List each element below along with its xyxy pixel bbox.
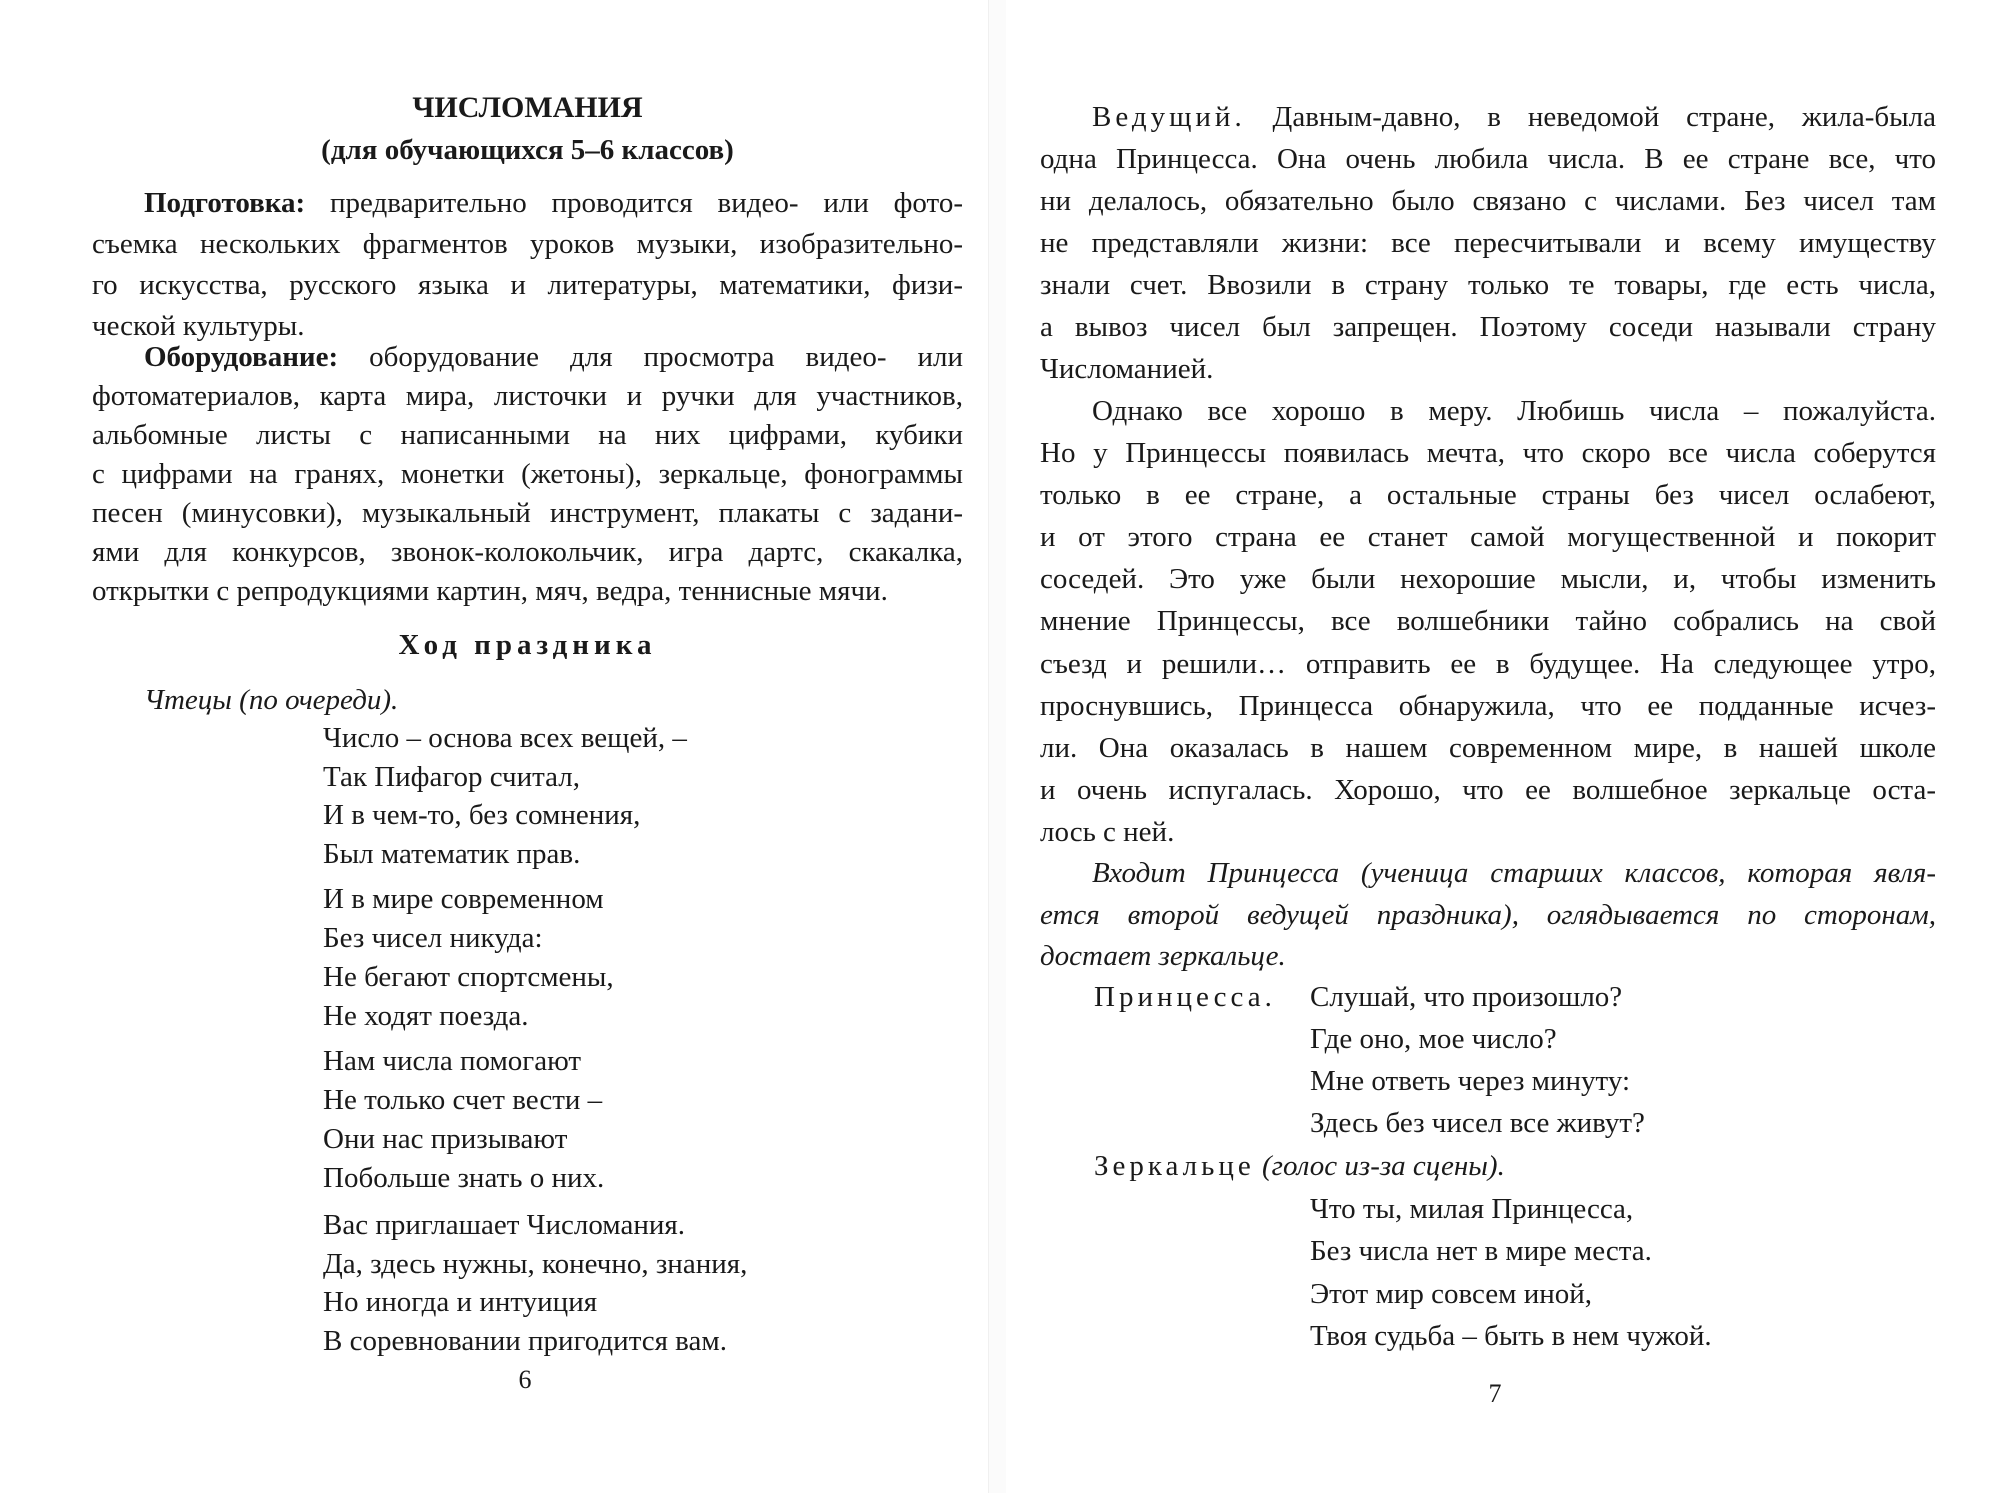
paragraph-line: песен (минусовки), музыкальный инструмент, плакаты с задани-	[92, 497, 963, 529]
text-line: Не бегают спортсмены,	[323, 961, 614, 993]
paragraph-line: не представляли жизни: все пересчитывали и всему имуществу	[1040, 227, 1936, 259]
paragraph-line: ется второй ведущей праздника), оглядывается по сторонам,	[1040, 898, 1936, 931]
paragraph-line-text: оборудование для просмотра видео- или	[338, 341, 963, 373]
text-line: Был математик прав.	[323, 837, 581, 870]
text-line: Да, здесь нужны, конечно, знания,	[323, 1247, 748, 1280]
text-line: Этот мир совсем иной,	[1310, 1277, 1592, 1310]
text-line: Что ты, милая Принцесса,	[1310, 1193, 1634, 1225]
speaker-mirror	[1094, 1145, 1505, 1187]
text-line: И в чем-то, без сомнения,	[323, 799, 641, 831]
paragraph-line: а вывоз чисел был запрещен. Поэтому соседи называли страну	[1040, 311, 1936, 343]
paragraph-line: лось с ней.	[1040, 815, 1175, 848]
paragraph-line	[92, 338, 963, 377]
paragraph-lead: Подготовка:	[144, 187, 306, 219]
poem-stanza	[323, 1206, 747, 1360]
paragraph-line: го искусства, русского языка и литературы, математики, физи-	[92, 269, 963, 301]
paragraph-line: только в ее стране, а остальные страны без чисел ослабеют,	[1040, 479, 1936, 512]
paragraph-line-text: Давным-давно, в неведомой стране, жила-была	[1245, 101, 1936, 133]
paragraph-line: открытки с репродукциями картин, мяч, ведра, теннисные мячи.	[92, 575, 888, 607]
paragraph-line: Но у Принцессы появилась мечта, что скоро все числа соберутся	[1040, 437, 1936, 470]
mirror-verse	[1310, 1188, 1712, 1357]
text-line: Но иногда и интуиция	[323, 1286, 598, 1318]
princess-verse	[1310, 976, 1645, 1144]
paragraph-line: ни делалось, обязательно было связано с числами. Без чисел там	[1040, 185, 1936, 217]
equipment-paragraph	[92, 338, 963, 611]
readers-note: Чтецы (по очереди).	[144, 684, 399, 716]
paragraph-line: одна Принцесса. Она очень любила числа. В ее стране все, что	[1040, 143, 1936, 175]
paragraph-line: съезд и решили… отправить ее в будущее. На следующее утро,	[1040, 647, 1936, 680]
stage-direction	[1040, 853, 1936, 978]
text-line: Они нас призывают	[323, 1123, 568, 1155]
story-paragraph	[1040, 390, 1936, 853]
text-line: Где оно, мое число?	[1310, 1023, 1557, 1055]
paragraph-line: альбомные листы с написанными на них цифрами, кубики	[92, 419, 963, 451]
poem-stanza	[323, 719, 687, 873]
section-heading: Ход праздника	[398, 629, 657, 661]
text-line: И в мире современном	[323, 883, 604, 915]
speaker-princess: Принцесса.	[1094, 981, 1276, 1013]
text-line: Вас приглашает Числомания.	[323, 1209, 685, 1241]
text-line: Без числа нет в мире места.	[1310, 1235, 1652, 1268]
paragraph-line: и от этого страна ее станет самой могущественной и покорит	[1040, 521, 1936, 554]
paragraph-line: ями для конкурсов, звонок-колокольчик, игра дартс, скакалка,	[92, 536, 963, 568]
text-line: Мне ответь через минуту:	[1310, 1065, 1631, 1097]
paragraph-line: ческой культуры.	[92, 310, 305, 342]
paragraph-line: проснувшись, Принцесса обнаружила, что ее подданные исчез-	[1040, 689, 1936, 722]
text-line: Так Пифагор считал,	[323, 760, 581, 793]
poem-stanza	[323, 880, 614, 1036]
speaker-mirror-name: Зеркальце	[1094, 1150, 1255, 1182]
text-line: Слушай, что произошло?	[1310, 981, 1623, 1013]
paragraph-line-text: предварительно проводится видео- или фото-	[305, 187, 963, 219]
text-line: Здесь без чисел все живут?	[1310, 1107, 1645, 1139]
text-line: Число – основа всех вещей, –	[323, 722, 687, 754]
paragraph-lead: Оборудование:	[144, 341, 339, 373]
paragraph-line: знали счет. Ввозили в страну только те товары, где есть числа,	[1040, 269, 1936, 301]
host-paragraph	[1040, 96, 1936, 390]
text-line: Нам числа помогают	[323, 1045, 582, 1077]
page-number: 7	[1488, 1379, 1502, 1408]
paragraph-lead: Ведущий.	[1092, 101, 1246, 133]
text-line: Не ходят поезда.	[323, 1000, 529, 1032]
paragraph-line: фотоматериалов, карта мира, листочки и ручки для участников,	[92, 380, 963, 412]
text-line: Твоя судьба – быть в нем чужой.	[1310, 1319, 1712, 1352]
paragraph-line: съемка нескольких фрагментов уроков музыки, изобразительно-	[92, 228, 963, 260]
paragraph-line: ли. Она оказалась в нашем современном мире, в нашей школе	[1040, 731, 1936, 764]
paragraph-line: Числоманией.	[1040, 353, 1214, 385]
paragraph-line	[92, 183, 963, 224]
paragraph-line	[1040, 96, 1936, 138]
paragraph-line: и очень испугалась. Хорошо, что ее волшебное зеркальце оста-	[1040, 773, 1936, 806]
page-title: ЧИСЛОМАНИЯ	[412, 91, 643, 124]
page-subtitle: (для обучающихся 5–6 классов)	[321, 134, 734, 166]
paragraph-line: соседей. Это уже были нехорошие мысли, и, чтобы изменить	[1040, 563, 1936, 596]
text-line: Без чисел никуда:	[323, 922, 543, 954]
paragraph-line: Однако все хорошо в меру. Любишь числа – пожалуйста.	[1092, 395, 1936, 427]
paragraph-line: достает зеркальце.	[1040, 940, 1286, 972]
paragraph-line: мнение Принцессы, все волшебники тайно собрались на свой	[1040, 605, 1936, 638]
poem-stanza	[323, 1042, 604, 1198]
left-page	[0, 0, 988, 1493]
paragraph-line: Входит Принцесса (ученица старших классов, которая явля-	[1092, 857, 1936, 889]
book-gutter	[988, 0, 1007, 1493]
text-line: В соревновании пригодится вам.	[323, 1324, 727, 1357]
preparation-paragraph	[92, 183, 963, 347]
paragraph-line: с цифрами на гранях, монетки (жетоны), зеркальце, фонограммы	[92, 458, 963, 490]
text-line: Не только счет вести –	[323, 1084, 603, 1116]
speaker-mirror-note: (голос из-за сцены).	[1254, 1150, 1505, 1182]
page-number: 6	[518, 1365, 532, 1394]
text-line: Побольше знать о них.	[323, 1162, 605, 1194]
